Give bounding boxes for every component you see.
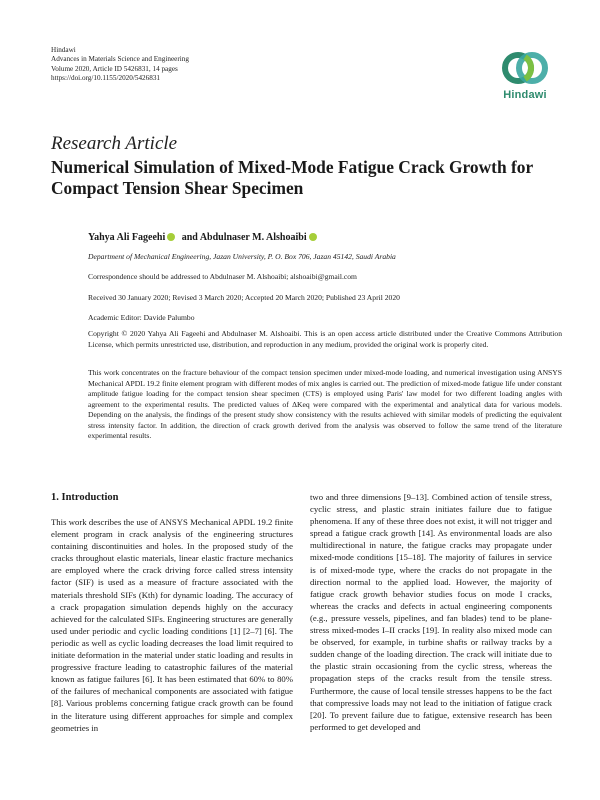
affiliation: Department of Mechanical Engineering, Jazan University, P. O. Box 706, Jazan 45142, Saudi Arabia [88, 252, 396, 261]
doi-link[interactable]: https://doi.org/10.1155/2020/5426831 [51, 74, 161, 83]
orcid-icon[interactable] [309, 233, 317, 241]
intro-column-left: This work describes the use of ANSYS Mechanical APDL 19.2 finite element program in crack analysis of the engineering structures containing discontinuities and holes. In the proposed study of the cracks throughout elastic materials, linear elastic fracture mechanics are employed where the crack driving force called stress intensity factor (SIF) is used as a measure of fracture associated with the materials threshold SIFs (Kth) for dynamic loading. The accuracy of a crack propagation simulation depends highly on the accuracy achieved for the calculated SIFs. Engineering structures are generally used under periodic and cyclic loading conditions [1] [2–7] [6]. The periodic as well as cyclic loading decreases the load limit required to initiate deformation in the material under static loading and results in progressive fracture leading to catastrophic failures of the material known as fatigue failures [6]. It has been estimated that 60% to 80% of the failures of mechanical components are associated with fatigue [8]. Various problems concerning fatigue crack growth can be found in the literature using different approaches for simple and complex geometries in [51, 517, 293, 733]
publication-dates: Received 30 January 2020; Revised 3 March 2020; Accepted 20 March 2020; Published 23 April 2020 [88, 293, 400, 302]
intro-column-right: two and three dimensions [9–13]. Combined action of tensile stress, cyclic stress, and plastic strain initiates failure due to fatigue phenomena. If any of these three does not exist, it will not trigger and spread a fatigue crack growth [14]. As environmental loads are also multidirectional in nature, the fatigue cracks may propagate under mixed-mode conditions [15–18]. The majority of failures in service is of mixed-mode type, where the cracks do not propagate in the direction normal to the applied load. However, the majority of fatigue crack growth behavior studies focus on mode I cracks, whereas the cracks and defects in actual engineering components (e.g., pressure vessels, pipelines, and fan blades) tend to be plane-stress mixed-modes I–II cracks [19]. In reality also mixed mode can be observed, for example, in turbine shafts or railway tracks by a sudden change of the loading direction. The crack will initiate due to the plastic strain occasioning from the cyclic stress, whereas the propagation steps of the cracks result from the tensile stress. Furthermore, the cause of local tensile stresses happens to be the fact that compressive loads may not lead to the initiation of fatigue crack [20]. To prevent failure due to fatigue, extensive research has been performed to get developed and [310, 492, 552, 732]
paper-title: Numerical Simulation of Mixed-Mode Fatigue Crack Growth for Compact Tension Shear Specimen [51, 157, 533, 198]
correspondence: Correspondence should be addressed to Abdulnaser M. Alshoaibi; alshoaibi@gmail.com [88, 272, 357, 281]
author-list [88, 232, 321, 243]
author-name: Abdulnaser M. Alshoaibi [199, 232, 307, 243]
journal-meta [51, 46, 189, 84]
academic-editor: Academic Editor: Davide Palumbo [88, 313, 195, 322]
publisher-name: Hindawi [51, 46, 76, 54]
journal-name: Advances in Materials Science and Engineering [51, 55, 189, 64]
orcid-icon[interactable] [167, 233, 175, 241]
author-connector: and [181, 232, 198, 243]
volume-info: Volume 2020, Article ID 5426831, 14 pages [51, 64, 178, 73]
abstract: This work concentrates on the fracture behaviour of the compact tension specimen under mixed-mode loading, and numerical investigation using ANSYS Mechanical APDL 19.2 finite element program with different modes of mix angles is carried out. The prediction of mixed-mode fatigue life under constant amplitude fatigue loading for the compact tension shear specimen (CTS) is employed using Paris' law model for two different loading angles with agreement to the experimental results. The predicted values of ΔKeq were compared with the experimental and analytical data for various models. Depending on the analysis, the findings of the present study show consistency with the results achieved with similar models of predicting the equivalent stress intensity factor. In addition, the direction of crack growth derived from the analysis was observed to follow the same trend of the literature experimental results. [88, 368, 562, 440]
author-name: Yahya Ali Fageehi [88, 232, 166, 243]
section-heading: 1. Introduction [51, 492, 119, 503]
article-type: Research Article [51, 133, 178, 154]
copyright-notice: Copyright © 2020 Yahya Ali Fageehi and Abdulnaser M. Alshoaibi. This is an open access article distributed under the Creative Commons Attribution License, which permits unrestricted use, distribution, and reproduction in any medium, provided the original work is properly cited. [88, 329, 562, 349]
hindawi-logo-text: Hindawi [503, 89, 547, 101]
